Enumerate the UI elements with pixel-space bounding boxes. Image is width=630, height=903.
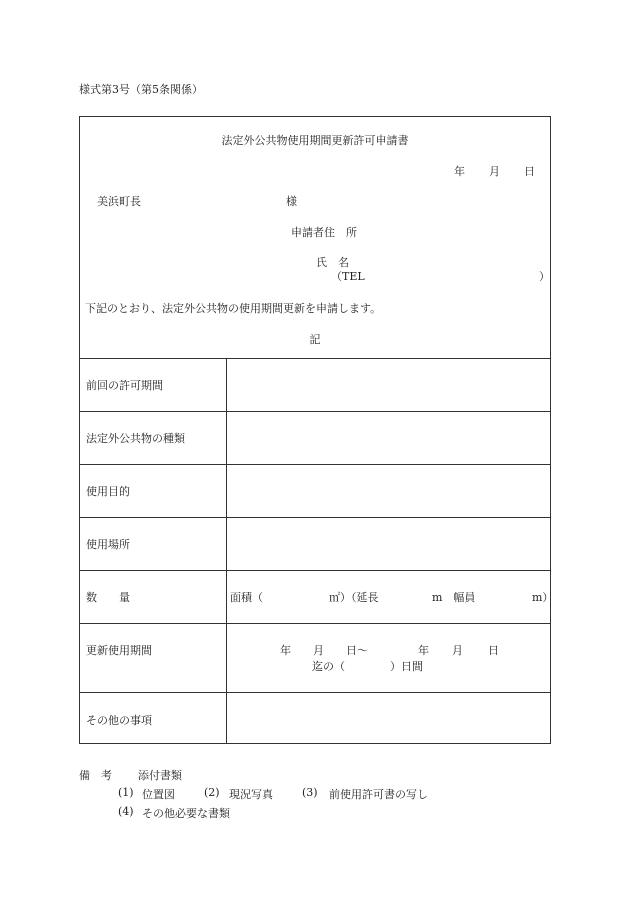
label-purpose: 使用目的 bbox=[86, 485, 130, 498]
note-item-number: (1) bbox=[118, 786, 134, 799]
label-place: 使用場所 bbox=[86, 538, 130, 551]
row-divider bbox=[80, 623, 550, 624]
addressee-name: 美浜町長 bbox=[97, 195, 141, 208]
row-divider bbox=[80, 464, 550, 465]
date-year: 年 bbox=[454, 165, 465, 178]
row-divider bbox=[80, 692, 550, 693]
note-item-text: 前使用許可書の写し bbox=[329, 788, 428, 801]
note-item-text: 現況写真 bbox=[229, 788, 273, 801]
row-divider bbox=[80, 411, 550, 412]
addressee-honorific: 様 bbox=[286, 195, 297, 208]
row-divider bbox=[80, 570, 550, 571]
application-form bbox=[79, 116, 554, 744]
note-item-number: (3) bbox=[302, 786, 318, 799]
statement: 下記のとおり、法定外公共物の使用期間更新を申請します。 bbox=[85, 302, 382, 315]
label-other: その他の事項 bbox=[86, 714, 152, 727]
length-unit: m 幅員 bbox=[432, 591, 476, 604]
applicant-tel-close: ） bbox=[539, 270, 550, 283]
label-renewal-period: 更新使用期間 bbox=[86, 644, 152, 657]
ki-heading: 記 bbox=[309, 333, 321, 346]
notes-label: 備 考 bbox=[79, 769, 112, 782]
duration-prefix: 迄の（ bbox=[312, 660, 345, 673]
note-item-number: (2) bbox=[204, 786, 220, 799]
label-quantity: 数 量 bbox=[86, 591, 130, 604]
form-title: 法定外公共物使用期間更新許可申請書 bbox=[221, 134, 409, 147]
row-divider bbox=[80, 517, 550, 518]
attachments-label: 添付書類 bbox=[138, 769, 182, 782]
from-day: 日〜 bbox=[346, 644, 368, 657]
table-top-border bbox=[80, 358, 550, 359]
label-type: 法定外公共物の種類 bbox=[86, 432, 185, 445]
applicant-tel-open: （TEL bbox=[331, 270, 365, 283]
to-year: 年 bbox=[418, 644, 429, 657]
duration-suffix: ）日間 bbox=[390, 660, 423, 673]
form-number: 様式第3号（第5条関係） bbox=[79, 83, 203, 96]
label-previous-period: 前回の許可期間 bbox=[86, 379, 163, 392]
note-item-text: 位置図 bbox=[142, 788, 175, 801]
column-divider bbox=[226, 358, 227, 743]
applicant-name-label: 氏 名 bbox=[316, 256, 349, 269]
note-item-number: (4) bbox=[118, 805, 134, 818]
area-label: 面積（ bbox=[230, 591, 263, 604]
note-item-text: その他必要な書類 bbox=[142, 807, 230, 820]
applicant-address-label: 申請者住 所 bbox=[291, 226, 357, 239]
date-month: 月 bbox=[489, 165, 500, 178]
to-month: 月 bbox=[452, 644, 463, 657]
width-unit: m） bbox=[532, 591, 554, 604]
from-year: 年 bbox=[280, 644, 291, 657]
from-month: 月 bbox=[313, 644, 324, 657]
to-day: 日 bbox=[488, 644, 499, 657]
area-unit: ㎡）（延長 bbox=[329, 591, 379, 604]
date-day: 日 bbox=[524, 165, 535, 178]
